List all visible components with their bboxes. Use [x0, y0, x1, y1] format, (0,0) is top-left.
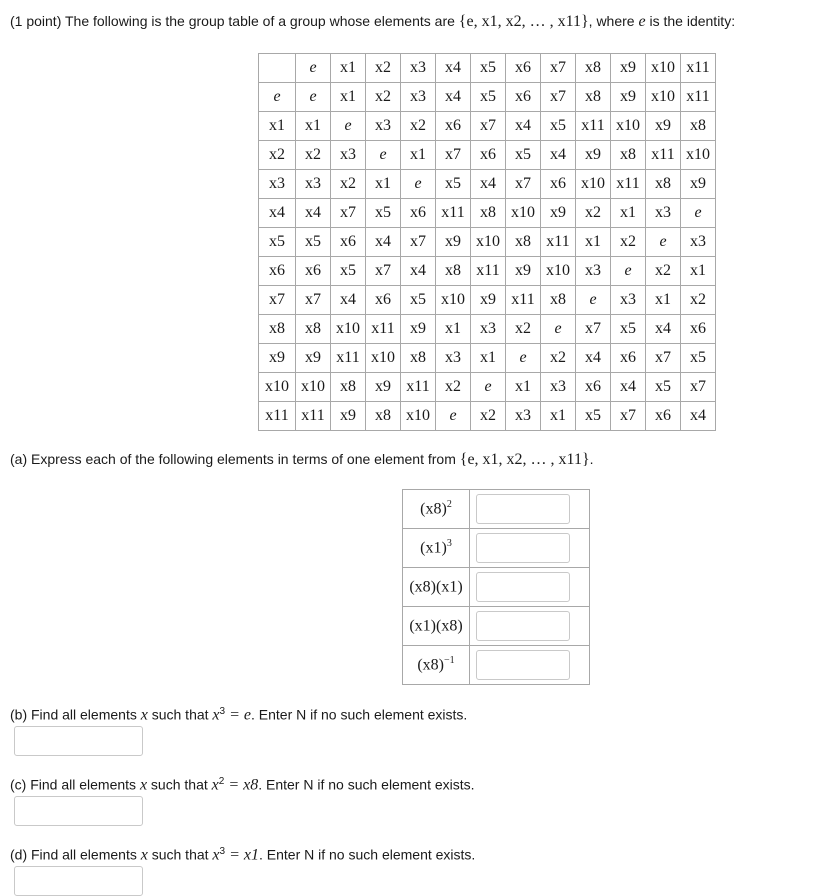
table-cell: x3 — [541, 373, 576, 402]
table-cell: x10 — [401, 402, 436, 431]
answer-row — [403, 490, 590, 529]
row-header: x7 — [259, 286, 296, 315]
table-cell: x4 — [331, 286, 366, 315]
table-cell: x8 — [401, 344, 436, 373]
answer-cell — [470, 568, 590, 607]
expression-base: (x8) — [420, 500, 447, 518]
table-cell: x9 — [436, 228, 471, 257]
table-cell: x8 — [436, 257, 471, 286]
part-b-eq: = e — [225, 706, 251, 724]
table-cell: x10 — [471, 228, 506, 257]
table-cell: x11 — [541, 228, 576, 257]
part-a-suffix: . — [589, 451, 594, 467]
table-cell: x4 — [681, 402, 716, 431]
table-cell: e — [576, 286, 611, 315]
expression-cell — [403, 490, 470, 529]
expression-base: (x1) — [420, 539, 447, 557]
table-cell: x11 — [611, 170, 646, 199]
table-cell: x1 — [541, 402, 576, 431]
table-row — [259, 257, 716, 286]
table-cell: x3 — [331, 141, 366, 170]
table-cell: x10 — [541, 257, 576, 286]
table-cell: x10 — [366, 344, 401, 373]
answer-cell — [470, 529, 590, 568]
column-header: x8 — [576, 54, 611, 83]
table-cell: x3 — [681, 228, 716, 257]
table-cell: x4 — [296, 199, 331, 228]
table-cell: x1 — [401, 141, 436, 170]
part-a-set: {e, x1, x2, … , x11} — [459, 451, 590, 468]
column-header: x5 — [471, 54, 506, 83]
part-c-lhs: x — [211, 776, 219, 794]
table-cell: x1 — [471, 344, 506, 373]
table-cell: e — [331, 112, 366, 141]
part-c-rest: such that — [147, 776, 212, 793]
table-cell: x5 — [576, 402, 611, 431]
part-b-prompt — [10, 706, 467, 725]
table-cell: x8 — [296, 315, 331, 344]
row-header: e — [259, 83, 296, 112]
table-cell: x2 — [331, 170, 366, 199]
table-cell: x3 — [611, 286, 646, 315]
table-cell: x7 — [576, 315, 611, 344]
table-cell: x2 — [681, 286, 716, 315]
answer-row — [403, 568, 590, 607]
table-cell: x8 — [576, 83, 611, 112]
part-d-prompt — [10, 846, 475, 865]
table-cell: x8 — [611, 141, 646, 170]
expression-base: (x1)(x8) — [409, 617, 463, 635]
table-cell: x5 — [401, 286, 436, 315]
table-cell: x7 — [646, 344, 681, 373]
answer-input[interactable] — [476, 494, 570, 524]
table-cell: x4 — [506, 112, 541, 141]
intro-prefix: (1 point) The following is the group table of a group whose elements are — [10, 13, 459, 29]
table-cell: e — [401, 170, 436, 199]
column-header: x9 — [611, 54, 646, 83]
part-c-exp: 2 — [218, 776, 225, 787]
expression-cell — [403, 607, 470, 646]
table-cell: x3 — [506, 402, 541, 431]
table-cell: x2 — [576, 199, 611, 228]
part-a-prefix: (a) Express each of the following elements in terms of one element from — [10, 451, 460, 467]
part-c-answer-input[interactable] — [14, 796, 143, 826]
table-cell: x5 — [366, 199, 401, 228]
table-cell: x9 — [366, 373, 401, 402]
table-cell: x4 — [541, 141, 576, 170]
column-header: x11 — [681, 54, 716, 83]
table-corner-cell — [259, 54, 296, 83]
row-header: x5 — [259, 228, 296, 257]
part-b-var: x — [140, 706, 148, 724]
part-b-suffix: . Enter N if no such element exists. — [251, 706, 468, 723]
column-header: x4 — [436, 54, 471, 83]
table-row — [259, 402, 716, 431]
table-row — [259, 199, 716, 228]
table-cell: x11 — [646, 141, 681, 170]
part-b-answer-input[interactable] — [14, 726, 143, 756]
table-cell: x10 — [646, 83, 681, 112]
element-set: {e, x1, x2, … , x11} — [458, 13, 589, 30]
part-c-eq: = x8 — [224, 776, 259, 794]
table-cell: x7 — [611, 402, 646, 431]
table-cell: x1 — [506, 373, 541, 402]
table-cell: x6 — [331, 228, 366, 257]
part-d-lhs: x — [212, 846, 220, 864]
table-cell: x5 — [506, 141, 541, 170]
table-cell: x5 — [646, 373, 681, 402]
table-cell: x7 — [471, 112, 506, 141]
answer-cell — [470, 607, 590, 646]
table-cell: x8 — [681, 112, 716, 141]
table-row — [259, 344, 716, 373]
table-cell: x7 — [366, 257, 401, 286]
table-cell: x2 — [436, 373, 471, 402]
table-cell: x1 — [681, 257, 716, 286]
table-cell: x2 — [646, 257, 681, 286]
table-cell: x5 — [436, 170, 471, 199]
table-cell: x6 — [436, 112, 471, 141]
table-row — [259, 315, 716, 344]
table-cell: x1 — [576, 228, 611, 257]
table-cell: x4 — [401, 257, 436, 286]
expression-cell — [403, 529, 470, 568]
table-cell: x10 — [611, 112, 646, 141]
table-cell: x10 — [331, 315, 366, 344]
column-header: x7 — [541, 54, 576, 83]
table-cell: x4 — [611, 373, 646, 402]
intro-middle: , where — [588, 13, 639, 29]
table-cell: x9 — [506, 257, 541, 286]
table-cell: x7 — [331, 199, 366, 228]
table-row — [259, 228, 716, 257]
part-b-rest: such that — [147, 706, 213, 723]
table-cell: x7 — [296, 286, 331, 315]
table-cell: x10 — [576, 170, 611, 199]
intro-suffix: is the identity: — [645, 13, 736, 29]
table-cell: x9 — [296, 344, 331, 373]
table-cell: x5 — [331, 257, 366, 286]
column-header: x10 — [646, 54, 681, 83]
part-d-exp: 3 — [219, 846, 226, 857]
part-c-prompt — [10, 776, 475, 795]
table-cell: x11 — [401, 373, 436, 402]
row-header: x3 — [259, 170, 296, 199]
part-a-prompt — [10, 451, 594, 469]
table-cell: x1 — [366, 170, 401, 199]
part-d-suffix: . Enter N if no such element exists. — [259, 846, 476, 863]
table-cell: x2 — [471, 402, 506, 431]
part-d-answer-input[interactable] — [14, 866, 143, 896]
table-cell: x2 — [611, 228, 646, 257]
table-cell: x9 — [646, 112, 681, 141]
part-c-var: x — [139, 776, 148, 794]
answer-row — [403, 646, 590, 685]
table-cell: x7 — [436, 141, 471, 170]
table-row — [259, 141, 716, 170]
part-b-lhs: x — [212, 706, 220, 724]
table-cell: x3 — [366, 112, 401, 141]
table-cell: x9 — [611, 83, 646, 112]
table-cell: x11 — [366, 315, 401, 344]
table-cell: x10 — [296, 373, 331, 402]
table-cell: e — [611, 257, 646, 286]
table-cell: x3 — [471, 315, 506, 344]
row-header: x10 — [259, 373, 296, 402]
table-cell: x8 — [331, 373, 366, 402]
table-cell: x4 — [576, 344, 611, 373]
part-b-prefix: (b) Find all elements — [10, 706, 141, 723]
part-d-eq: = x1 — [225, 846, 259, 864]
table-row — [259, 170, 716, 199]
answer-row — [403, 607, 590, 646]
expression-cell — [403, 568, 470, 607]
table-cell: e — [646, 228, 681, 257]
group-table-header — [259, 54, 716, 83]
answer-input[interactable] — [476, 533, 570, 563]
table-cell: x7 — [681, 373, 716, 402]
row-header: x9 — [259, 344, 296, 373]
table-cell: x2 — [541, 344, 576, 373]
table-cell: x3 — [436, 344, 471, 373]
table-cell: x6 — [541, 170, 576, 199]
table-cell: x11 — [436, 199, 471, 228]
answer-input[interactable] — [476, 572, 570, 602]
table-cell: x7 — [541, 83, 576, 112]
table-cell: x6 — [506, 83, 541, 112]
table-cell: x7 — [506, 170, 541, 199]
answer-input[interactable] — [476, 611, 570, 641]
table-cell: x8 — [506, 228, 541, 257]
row-header: x2 — [259, 141, 296, 170]
table-cell: x8 — [541, 286, 576, 315]
table-cell: x9 — [471, 286, 506, 315]
table-cell: x5 — [296, 228, 331, 257]
part-b-exp: 3 — [219, 706, 226, 717]
table-row — [259, 286, 716, 315]
table-cell: x9 — [576, 141, 611, 170]
table-cell: x6 — [576, 373, 611, 402]
table-row — [259, 112, 716, 141]
column-header: e — [296, 54, 331, 83]
expression-base: (x8)(x1) — [409, 578, 463, 596]
answer-row — [403, 529, 590, 568]
table-cell: x1 — [436, 315, 471, 344]
column-header: x3 — [401, 54, 436, 83]
table-cell: e — [436, 402, 471, 431]
answer-cell — [470, 490, 590, 529]
table-cell: x3 — [401, 83, 436, 112]
table-cell: e — [366, 141, 401, 170]
table-row — [259, 373, 716, 402]
row-header: x8 — [259, 315, 296, 344]
table-cell: x7 — [401, 228, 436, 257]
table-cell: x6 — [401, 199, 436, 228]
table-cell: x1 — [296, 112, 331, 141]
table-cell: x6 — [296, 257, 331, 286]
table-cell: e — [506, 344, 541, 373]
table-cell: x2 — [296, 141, 331, 170]
column-header: x6 — [506, 54, 541, 83]
table-cell: x4 — [471, 170, 506, 199]
expression-cell — [403, 646, 470, 685]
table-cell: e — [296, 83, 331, 112]
table-cell: x8 — [366, 402, 401, 431]
problem-intro — [10, 13, 735, 31]
table-cell: x9 — [331, 402, 366, 431]
table-cell: x1 — [646, 286, 681, 315]
table-cell: x6 — [681, 315, 716, 344]
table-cell: x5 — [611, 315, 646, 344]
table-cell: x11 — [506, 286, 541, 315]
table-cell: x8 — [646, 170, 681, 199]
table-cell: x10 — [436, 286, 471, 315]
row-header: x4 — [259, 199, 296, 228]
table-cell: x11 — [331, 344, 366, 373]
expression-exponent: 2 — [446, 499, 452, 511]
table-cell: x11 — [471, 257, 506, 286]
part-c-prefix: (c) Find all elements — [10, 776, 140, 793]
expression-base: (x8) — [417, 656, 444, 674]
table-cell: x5 — [471, 83, 506, 112]
table-cell: x11 — [296, 402, 331, 431]
table-cell: x6 — [366, 286, 401, 315]
table-row — [259, 83, 716, 112]
expression-exponent: −1 — [444, 655, 455, 667]
answer-input[interactable] — [476, 650, 570, 680]
table-cell: x2 — [366, 83, 401, 112]
table-cell: x6 — [611, 344, 646, 373]
part-a-answer-table — [402, 489, 590, 685]
column-header: x2 — [366, 54, 401, 83]
table-cell: x3 — [576, 257, 611, 286]
table-cell: x6 — [646, 402, 681, 431]
group-table — [258, 53, 716, 431]
table-cell: x2 — [506, 315, 541, 344]
row-header: x11 — [259, 402, 296, 431]
row-header: x6 — [259, 257, 296, 286]
part-d-rest: such that — [147, 846, 213, 863]
row-header: x1 — [259, 112, 296, 141]
column-header: x1 — [331, 54, 366, 83]
part-d-prefix: (d) Find all elements — [10, 846, 141, 863]
table-cell: x10 — [506, 199, 541, 228]
table-cell: x6 — [471, 141, 506, 170]
table-cell: x8 — [471, 199, 506, 228]
table-cell: x10 — [681, 141, 716, 170]
table-cell: e — [541, 315, 576, 344]
table-cell: e — [471, 373, 506, 402]
table-cell: x3 — [646, 199, 681, 228]
table-cell: x11 — [681, 83, 716, 112]
table-cell: e — [681, 199, 716, 228]
table-cell: x4 — [366, 228, 401, 257]
table-cell: x1 — [611, 199, 646, 228]
expression-exponent: 3 — [446, 538, 452, 550]
table-cell: x11 — [576, 112, 611, 141]
part-c-suffix: . Enter N if no such element exists. — [258, 776, 475, 793]
table-cell: x4 — [646, 315, 681, 344]
answer-cell — [470, 646, 590, 685]
table-cell: x3 — [296, 170, 331, 199]
table-cell: x9 — [541, 199, 576, 228]
part-d-var: x — [140, 846, 148, 864]
identity-symbol: e — [638, 13, 646, 30]
table-cell: x4 — [436, 83, 471, 112]
table-cell: x1 — [331, 83, 366, 112]
table-cell: x5 — [541, 112, 576, 141]
table-cell: x5 — [681, 344, 716, 373]
table-cell: x2 — [401, 112, 436, 141]
table-cell: x9 — [401, 315, 436, 344]
table-cell: x9 — [681, 170, 716, 199]
